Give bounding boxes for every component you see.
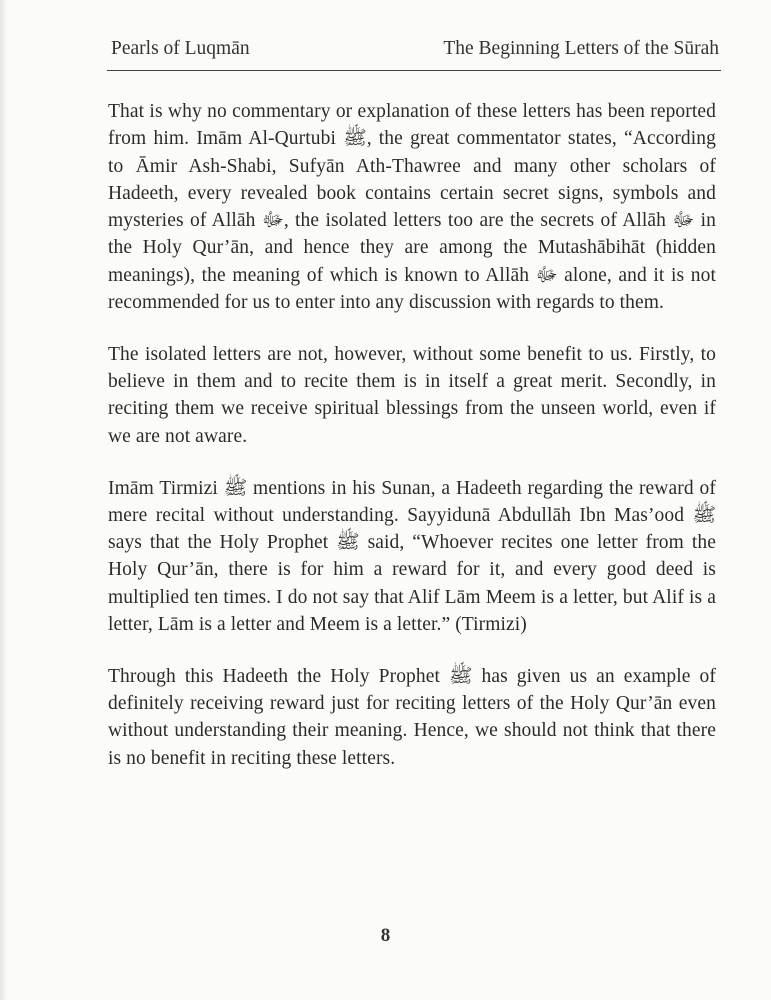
paragraph: Imām Tirmizi ﷺ mentions in his Sunan, a Hadeeth regarding the reward of mere recital without understanding. Sayyidunā Abdullāh Ibn Mas’ood ﷺ says that the Holy Prophet ﷺ said, “Whoever recites one letter from the Holy Qur’ān, there is for him a reward for it, and every good deed is multiplied ten times. I do not say that Alif Lām Meem is a letter, but Alif is a letter, Lām is a letter and Meem is a letter.” (Tirmizi) — [108, 477, 716, 636]
paragraph: Through this Hadeeth the Holy Prophet ﷺ has given us an example of definitely receiving reward just for reciting letters of the Holy Qur’ān even without understanding their meaning. Hence, we should not think that there is no benefit in reciting these letters. — [108, 665, 716, 769]
paragraph: That is why no commentary or explanation of these letters has been reported from him. Imām Al-Qurtubi ﷺ, the great commentator states, “According to Āmir Ash-Shabi, Sufyān Ath-Thawree and many other scholars of Hadeeth, every revealed book contains certain secret signs, symbols and mysteries of Allāh ﷻ, the isolated letters too are the secrets of Allāh ﷻ in the Holy Qur’ān, and hence they are among the Mutashābihāt (hidden meanings), the meaning of which is known to Allāh ﷻ alone, and it is not recommended for us to enter into any discussion with regards to them. — [108, 101, 716, 314]
running-header — [111, 38, 719, 60]
page-edge — [0, 0, 6, 1000]
header-rule — [107, 70, 721, 71]
page-number: 8 — [380, 925, 391, 946]
header-book-title: Pearls of Luqmān — [111, 38, 250, 59]
body-text — [108, 98, 716, 797]
header-chapter-title: The Beginning Letters of the Sūrah — [443, 38, 719, 59]
paragraph: The isolated letters are not, however, without some benefit to us. Firstly, to believe in them and to recite them is in itself a great merit. Secondly, in reciting them we receive spiritual blessings from the unseen world, even if we are not aware. — [108, 343, 716, 447]
